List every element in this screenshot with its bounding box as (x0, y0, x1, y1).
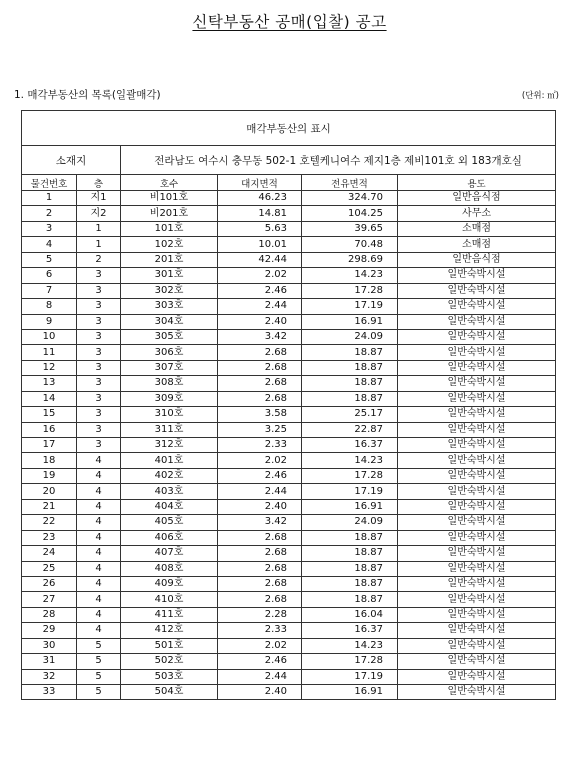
cell-use: 일반숙박시설 (398, 546, 556, 561)
cell-floor: 지2 (77, 206, 121, 221)
cell-item-no: 15 (22, 407, 77, 422)
header-land-area: 대지면적 (218, 175, 302, 191)
cell-floor: 4 (77, 484, 121, 499)
cell-item-no: 28 (22, 607, 77, 622)
header-use: 용도 (398, 175, 556, 191)
cell-unit: 403호 (121, 484, 218, 499)
cell-use: 일반숙박시설 (398, 468, 556, 483)
cell-unit: 102호 (121, 237, 218, 252)
cell-unit: 410호 (121, 592, 218, 607)
cell-use: 일반숙박시설 (398, 592, 556, 607)
table-row (22, 453, 556, 468)
cell-unit: 201호 (121, 252, 218, 267)
cell-land-area: 2.68 (218, 576, 302, 591)
cell-exclusive-area: 18.87 (302, 376, 398, 391)
cell-use: 일반숙박시설 (398, 376, 556, 391)
cell-exclusive-area: 18.87 (302, 592, 398, 607)
cell-item-no: 8 (22, 299, 77, 314)
cell-floor: 4 (77, 499, 121, 514)
cell-exclusive-area: 39.65 (302, 221, 398, 236)
table-row (22, 623, 556, 638)
cell-unit: 409호 (121, 576, 218, 591)
table-row (22, 191, 556, 206)
table-row (22, 515, 556, 530)
cell-exclusive-area: 104.25 (302, 206, 398, 221)
cell-land-area: 5.63 (218, 221, 302, 236)
cell-unit: 405호 (121, 515, 218, 530)
cell-exclusive-area: 18.87 (302, 530, 398, 545)
cell-unit: 312호 (121, 438, 218, 453)
cell-land-area: 2.68 (218, 546, 302, 561)
cell-floor: 3 (77, 391, 121, 406)
cell-item-no: 17 (22, 438, 77, 453)
cell-floor: 4 (77, 530, 121, 545)
cell-exclusive-area: 14.23 (302, 638, 398, 653)
cell-item-no: 29 (22, 623, 77, 638)
table-row (22, 669, 556, 684)
cell-exclusive-area: 17.19 (302, 299, 398, 314)
cell-exclusive-area: 18.87 (302, 391, 398, 406)
cell-exclusive-area: 17.28 (302, 468, 398, 483)
cell-land-area: 42.44 (218, 252, 302, 267)
cell-item-no: 23 (22, 530, 77, 545)
cell-use: 일반숙박시설 (398, 576, 556, 591)
cell-floor: 3 (77, 345, 121, 360)
cell-use: 일반숙박시설 (398, 391, 556, 406)
table-row (22, 329, 556, 344)
cell-item-no: 7 (22, 283, 77, 298)
cell-unit: 503호 (121, 669, 218, 684)
cell-floor: 4 (77, 561, 121, 576)
cell-unit: 307호 (121, 360, 218, 375)
cell-unit: 305호 (121, 329, 218, 344)
table-row (22, 407, 556, 422)
cell-item-no: 27 (22, 592, 77, 607)
cell-unit: 303호 (121, 299, 218, 314)
cell-land-area: 2.68 (218, 530, 302, 545)
cell-land-area: 2.02 (218, 453, 302, 468)
cell-land-area: 3.42 (218, 515, 302, 530)
cell-unit: 502호 (121, 654, 218, 669)
cell-unit: 411호 (121, 607, 218, 622)
cell-use: 일반숙박시설 (398, 422, 556, 437)
cell-unit: 402호 (121, 468, 218, 483)
cell-use: 일반숙박시설 (398, 407, 556, 422)
cell-floor: 4 (77, 515, 121, 530)
cell-floor: 4 (77, 453, 121, 468)
cell-item-no: 6 (22, 268, 77, 283)
cell-unit: 비201호 (121, 206, 218, 221)
cell-floor: 3 (77, 376, 121, 391)
cell-unit: 404호 (121, 499, 218, 514)
cell-floor: 5 (77, 638, 121, 653)
cell-unit: 309호 (121, 391, 218, 406)
cell-floor: 3 (77, 283, 121, 298)
table-row (22, 592, 556, 607)
cell-item-no: 31 (22, 654, 77, 669)
cell-use: 일반숙박시설 (398, 561, 556, 576)
cell-item-no: 5 (22, 252, 77, 267)
cell-land-area: 2.44 (218, 299, 302, 314)
cell-use: 일반숙박시설 (398, 623, 556, 638)
table-row (22, 561, 556, 576)
cell-item-no: 20 (22, 484, 77, 499)
cell-item-no: 12 (22, 360, 77, 375)
cell-unit: 302호 (121, 283, 218, 298)
cell-floor: 4 (77, 607, 121, 622)
cell-land-area: 2.68 (218, 360, 302, 375)
cell-item-no: 13 (22, 376, 77, 391)
cell-use: 일반숙박시설 (398, 360, 556, 375)
cell-unit: 306호 (121, 345, 218, 360)
cell-unit: 504호 (121, 685, 218, 700)
table-row (22, 484, 556, 499)
cell-unit: 412호 (121, 623, 218, 638)
table-row (22, 685, 556, 700)
cell-use: 일반숙박시설 (398, 638, 556, 653)
table-row (22, 268, 556, 283)
cell-unit: 301호 (121, 268, 218, 283)
cell-floor: 2 (77, 252, 121, 267)
cell-floor: 4 (77, 592, 121, 607)
cell-land-area: 2.68 (218, 391, 302, 406)
cell-use: 일반숙박시설 (398, 438, 556, 453)
cell-exclusive-area: 24.09 (302, 515, 398, 530)
table-row (22, 221, 556, 236)
cell-item-no: 26 (22, 576, 77, 591)
cell-use: 일반숙박시설 (398, 345, 556, 360)
cell-use: 일반숙박시설 (398, 685, 556, 700)
cell-floor: 4 (77, 576, 121, 591)
cell-item-no: 9 (22, 314, 77, 329)
cell-floor: 3 (77, 329, 121, 344)
table-caption: 매각부동산의 표시 (22, 111, 556, 146)
cell-floor: 5 (77, 654, 121, 669)
cell-exclusive-area: 70.48 (302, 237, 398, 252)
cell-use: 일반숙박시설 (398, 515, 556, 530)
header-item-no: 물건번호 (22, 175, 77, 191)
cell-unit: 비101호 (121, 191, 218, 206)
table-row (22, 391, 556, 406)
cell-exclusive-area: 17.19 (302, 484, 398, 499)
cell-item-no: 1 (22, 191, 77, 206)
cell-use: 일반숙박시설 (398, 283, 556, 298)
cell-item-no: 11 (22, 345, 77, 360)
cell-exclusive-area: 18.87 (302, 360, 398, 375)
cell-item-no: 32 (22, 669, 77, 684)
cell-land-area: 2.40 (218, 685, 302, 700)
cell-exclusive-area: 18.87 (302, 561, 398, 576)
cell-item-no: 3 (22, 221, 77, 236)
cell-item-no: 21 (22, 499, 77, 514)
cell-floor: 4 (77, 468, 121, 483)
cell-exclusive-area: 16.91 (302, 685, 398, 700)
cell-use: 일반숙박시설 (398, 329, 556, 344)
cell-item-no: 10 (22, 329, 77, 344)
cell-land-area: 14.81 (218, 206, 302, 221)
cell-use: 소매점 (398, 221, 556, 236)
cell-use: 일반숙박시설 (398, 484, 556, 499)
cell-use: 일반숙박시설 (398, 299, 556, 314)
cell-item-no: 4 (22, 237, 77, 252)
header-unit: 호수 (121, 175, 218, 191)
unit-note: (단위: ㎡) (521, 91, 559, 101)
table-row (22, 438, 556, 453)
cell-land-area: 2.02 (218, 268, 302, 283)
cell-land-area: 2.40 (218, 314, 302, 329)
cell-exclusive-area: 25.17 (302, 407, 398, 422)
cell-exclusive-area: 24.09 (302, 329, 398, 344)
cell-land-area: 2.68 (218, 376, 302, 391)
cell-exclusive-area: 324.70 (302, 191, 398, 206)
cell-exclusive-area: 18.87 (302, 546, 398, 561)
cell-use: 일반숙박시설 (398, 314, 556, 329)
cell-use: 일반음식점 (398, 252, 556, 267)
cell-item-no: 24 (22, 546, 77, 561)
cell-exclusive-area: 17.28 (302, 654, 398, 669)
cell-use: 소매점 (398, 237, 556, 252)
cell-use: 일반숙박시설 (398, 530, 556, 545)
table-row (22, 299, 556, 314)
cell-unit: 310호 (121, 407, 218, 422)
cell-unit: 308호 (121, 376, 218, 391)
table-row (22, 638, 556, 653)
cell-land-area: 2.68 (218, 561, 302, 576)
cell-land-area: 2.33 (218, 623, 302, 638)
table-row (22, 576, 556, 591)
cell-floor: 4 (77, 546, 121, 561)
table-row (22, 530, 556, 545)
cell-unit: 311호 (121, 422, 218, 437)
cell-exclusive-area: 16.91 (302, 499, 398, 514)
cell-floor: 지1 (77, 191, 121, 206)
cell-land-area: 2.44 (218, 669, 302, 684)
table-row (22, 376, 556, 391)
cell-item-no: 19 (22, 468, 77, 483)
cell-exclusive-area: 17.19 (302, 669, 398, 684)
cell-land-area: 3.42 (218, 329, 302, 344)
table-row (22, 499, 556, 514)
cell-unit: 401호 (121, 453, 218, 468)
cell-exclusive-area: 18.87 (302, 576, 398, 591)
cell-use: 일반음식점 (398, 191, 556, 206)
cell-land-area: 46.23 (218, 191, 302, 206)
cell-unit: 406호 (121, 530, 218, 545)
table-row (22, 206, 556, 221)
page-title: 신탁부동산 공매(입찰) 공고 (192, 13, 387, 31)
cell-item-no: 2 (22, 206, 77, 221)
cell-unit: 407호 (121, 546, 218, 561)
table-row (22, 468, 556, 483)
cell-use: 일반숙박시설 (398, 453, 556, 468)
cell-item-no: 33 (22, 685, 77, 700)
cell-use: 일반숙박시설 (398, 669, 556, 684)
cell-land-area: 2.46 (218, 654, 302, 669)
cell-unit: 501호 (121, 638, 218, 653)
cell-item-no: 22 (22, 515, 77, 530)
table-row (22, 345, 556, 360)
table-row (22, 283, 556, 298)
cell-exclusive-area: 16.04 (302, 607, 398, 622)
cell-land-area: 2.46 (218, 468, 302, 483)
cell-unit: 408호 (121, 561, 218, 576)
section-heading: 1. 매각부동산의 목록(일괄매각) (14, 89, 161, 101)
cell-exclusive-area: 16.91 (302, 314, 398, 329)
cell-exclusive-area: 18.87 (302, 345, 398, 360)
cell-land-area: 2.02 (218, 638, 302, 653)
header-exclusive-area: 전유면적 (302, 175, 398, 191)
cell-land-area: 2.46 (218, 283, 302, 298)
cell-use: 일반숙박시설 (398, 268, 556, 283)
cell-exclusive-area: 14.23 (302, 268, 398, 283)
cell-item-no: 14 (22, 391, 77, 406)
cell-land-area: 2.28 (218, 607, 302, 622)
cell-use: 사무소 (398, 206, 556, 221)
cell-exclusive-area: 22.87 (302, 422, 398, 437)
header-floor: 층 (77, 175, 121, 191)
cell-land-area: 3.25 (218, 422, 302, 437)
cell-land-area: 2.68 (218, 592, 302, 607)
cell-floor: 3 (77, 299, 121, 314)
cell-floor: 4 (77, 623, 121, 638)
cell-floor: 5 (77, 685, 121, 700)
cell-exclusive-area: 298.69 (302, 252, 398, 267)
cell-floor: 3 (77, 422, 121, 437)
cell-floor: 3 (77, 438, 121, 453)
cell-unit: 304호 (121, 314, 218, 329)
cell-floor: 3 (77, 407, 121, 422)
cell-land-area: 3.58 (218, 407, 302, 422)
table-row (22, 314, 556, 329)
property-list-table (21, 110, 556, 700)
cell-land-area: 2.44 (218, 484, 302, 499)
cell-floor: 1 (77, 237, 121, 252)
cell-item-no: 30 (22, 638, 77, 653)
table-row (22, 607, 556, 622)
cell-exclusive-area: 16.37 (302, 438, 398, 453)
cell-use: 일반숙박시설 (398, 499, 556, 514)
cell-item-no: 16 (22, 422, 77, 437)
cell-floor: 1 (77, 221, 121, 236)
cell-floor: 3 (77, 268, 121, 283)
cell-land-area: 2.33 (218, 438, 302, 453)
cell-use: 일반숙박시설 (398, 654, 556, 669)
cell-item-no: 18 (22, 453, 77, 468)
cell-land-area: 2.40 (218, 499, 302, 514)
cell-land-area: 2.68 (218, 345, 302, 360)
table-row (22, 654, 556, 669)
location-value: 전라남도 여수시 충무동 502-1 호텔케니여수 제지1층 제비101호 외 183개호실 (121, 146, 556, 175)
cell-land-area: 10.01 (218, 237, 302, 252)
table-row (22, 422, 556, 437)
cell-floor: 5 (77, 669, 121, 684)
cell-floor: 3 (77, 314, 121, 329)
cell-exclusive-area: 14.23 (302, 453, 398, 468)
cell-unit: 101호 (121, 221, 218, 236)
table-row (22, 237, 556, 252)
cell-exclusive-area: 16.37 (302, 623, 398, 638)
cell-exclusive-area: 17.28 (302, 283, 398, 298)
cell-floor: 3 (77, 360, 121, 375)
table-row (22, 546, 556, 561)
cell-item-no: 25 (22, 561, 77, 576)
location-label: 소재지 (22, 146, 121, 175)
table-row (22, 360, 556, 375)
table-row (22, 252, 556, 267)
cell-use: 일반숙박시설 (398, 607, 556, 622)
